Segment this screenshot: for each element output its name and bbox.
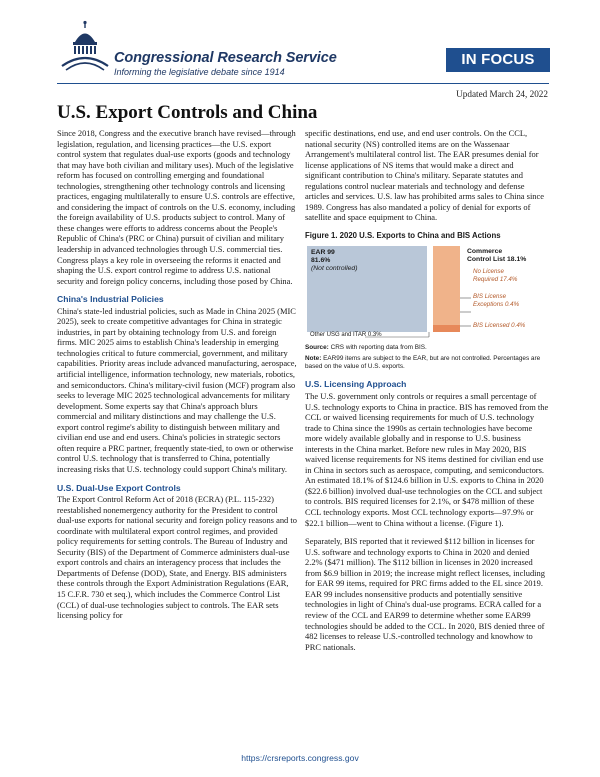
exceptions-label: BIS License: [473, 293, 507, 301]
nlr-label-group: [473, 268, 517, 283]
other-usg-label: Other USG and ITAR 0.3%: [310, 332, 382, 339]
header-rule: [57, 83, 549, 84]
ccl-label-line2: Control List 18.1%: [467, 256, 527, 264]
exports-figure: [305, 246, 549, 340]
updated-date: Updated March 24, 2022: [456, 89, 548, 99]
note-label: Note:: [305, 355, 322, 363]
source-label: Source:: [305, 344, 329, 352]
figure-note: [305, 355, 549, 371]
header: [0, 0, 600, 84]
figure-source: [305, 344, 549, 352]
source-text: CRS with reporting data from BIS.: [330, 344, 427, 352]
footer-url[interactable]: https://crsreports.congress.gov: [241, 753, 359, 763]
section-heading-licensing-approach: U.S. Licensing Approach: [305, 379, 407, 390]
licensing-review-paragraph: Separately, BIS reported that it reviewed $112 billion in licenses for U.S. software and technology exports to China in 2020 and denied 2.2% ($471 million). The $112 billion in licenses in 2020 increased from $6.9 billion in 2019; the increase might reflect licenses, including for EAR 99 items, required for PRC firms added to the EL since 2019. EAR 99 includes nonsensitive products and potentially sensitive technologies in light of China's dual-use programs. ECRA called for a review of the CCL and EAR99 to determine whether some EAR99 technologies should be added to the CCL. In 2020, BIS denied three of 482 licenses to release U.S.-controlled technology and knowhow to PRC nationals.: [305, 536, 545, 652]
left-column: [57, 128, 297, 629]
ccl-licensed-block: [433, 325, 460, 332]
nlr-label: No License: [473, 268, 504, 276]
industrial-policies-paragraph: China's state-led industrial policies, such as Made in China 2025 (MIC 2025), seek to create competitive advantages for China in strategic industries, in part by obtaining technology from U.S. and foreign firms. MIC 2025 aims to establish China's leadership in emerging technologies critical to future commercial, government, and military capabilities. Priority areas include advanced manufacturing, aerospace, artificial intelligence, information technology, new materials, robotics, and semiconductors. China's military-civil fusion (MCF) program also seeks to leverage MIC 2025 technological advancements for military development. Some experts say that China's approach blurs commercial and military distinctions and may challenge the U.S. export control regime's ability to distinguish between military and civilian end use and end users. China's policies in strategic sectors often require a PRC partner, frequently state-tied, to own or otherwise control U.S. technology that is transferred to China, potentially increasing risks that U.S. technology could support China's military.: [57, 305, 297, 474]
intro-paragraph: Since 2018, Congress and the executive branch have revised—through legislation, regulation, and licensing practices—the U.S. export control system that regulates dual-use exports (goods and technology that may have both civilian and military uses). Much of the legislative reform has focused on controlling emerging and foundational technologies, strengthening other technology controls and licensing practices, engaging multilaterally to ensure U.S. controls are effective, and considering the impact of controls on the U.S. economy, including the foreign availability of U.S. products subject to control. Many of these changes were efforts to address concerns about the People's Republic of China's (PRC or China) pursuit of civilian and military leadership in advanced technologies through U.S. commercial ties. Congress plays a key role in overseeing the reforms it enacted and shaping the U.S. export control regime to address U.S. national security and foreign policy concerns, including those posed by China.: [57, 128, 296, 286]
ear99-label: EAR 99: [311, 249, 335, 257]
document-title: U.S. Export Controls and China: [57, 102, 318, 123]
exceptions-label-line2: Exceptions 0.4%: [473, 300, 520, 308]
ccl-label: Commerce: [467, 248, 503, 256]
ccl-block: [433, 246, 460, 332]
controls-continued-paragraph: specific destinations, end use, and end user controls. On the CCL, national security (NS) controlled items are on the Wassenaar Arrangement's multilateral control list. The EAR presumes denial for license applications of NS items that would make a direct and significant contribution to China's military. Separate statutes and regulations control nuclear materials and technology and defense articles and services. U.S. law has prohibited arms sales to China since 1989. Congress has also mandated a policy of denial for exports of satellite and space equipment to China.: [305, 128, 545, 223]
ccl-label-group: [467, 248, 526, 264]
note-text: EAR99 items are subject to the EAR, but are not controlled. Percentages are based on the value of U.S. exports.: [305, 355, 541, 371]
ear99-sublabel: (Not controlled): [311, 265, 358, 273]
exceptions-label-group: [473, 293, 519, 308]
ear99-value: 81.6%: [311, 257, 331, 265]
right-column: [305, 128, 549, 660]
dual-use-controls-paragraph: The Export Control Reform Act of 2018 (ECRA) (P.L. 115-232) reestablished nonemergency authority for the President to control dual-use exports for national security and foreign policy reasons and to coordinate with multilateral export control regimes, and provided policy requirements for setting controls. The Bureau of Industry and Security (BIS) of the Department of Commerce administers dual-use export controls and chairs an interagency process that includes the Departments of Defense (DOD), State, and Energy. BIS administers these controls through the Export Administration Regulations (EAR, 15 C.F.R. 730 et seq.), which includes the Commerce Control List (CCL) of dual-use technologies subject to controls. The EAR sets licensing policy for: [57, 494, 297, 621]
figure-title: Figure 1. 2020 U.S. Exports to China and BIS Actions: [305, 230, 501, 240]
licensing-approach-paragraph: The U.S. government only controls or requires a small percentage of U.S. technology exports to China in practice. BIS has removed from the CCL or waived licensing requirements for much of U.S. technology trade to China since the 1990s as certain technologies have become more widely available globally and in response to U.S. business interests in the China market. Before new rules in May 2020, BIS waived license requirements for NS items destined for civilian end use in China in sectors such as aerospace, computing, and semiconductors. An estimated 18.1% of $124.6 billion in U.S. exports to China in 2020 ($22.6 billion) involved dual-use technologies on the CCL and subject to controls. BIS required licenses for 2.1%, or $478 million of these CCL technology exports. Most CCL technology exports—97.9% or $22.1 billion—went to China without a license. (Figure 1).: [305, 391, 549, 528]
section-heading-dual-use-controls: U.S. Dual-Use Export Controls: [57, 482, 181, 493]
in-focus-badge: IN FOCUS: [446, 48, 550, 72]
org-name: Congressional Research Service: [114, 50, 337, 66]
org-tagline: Informing the legislative debate since 1914: [114, 67, 285, 77]
brand: [114, 50, 337, 77]
nlr-label-line2: Required 17.4%: [473, 275, 518, 283]
ear99-label-group: [311, 249, 357, 273]
section-heading-industrial-policies: China's Industrial Policies: [57, 294, 164, 305]
capitol-dome-logo-icon: [60, 20, 110, 72]
licensed-label: BIS Licensed 0.4%: [473, 322, 526, 330]
